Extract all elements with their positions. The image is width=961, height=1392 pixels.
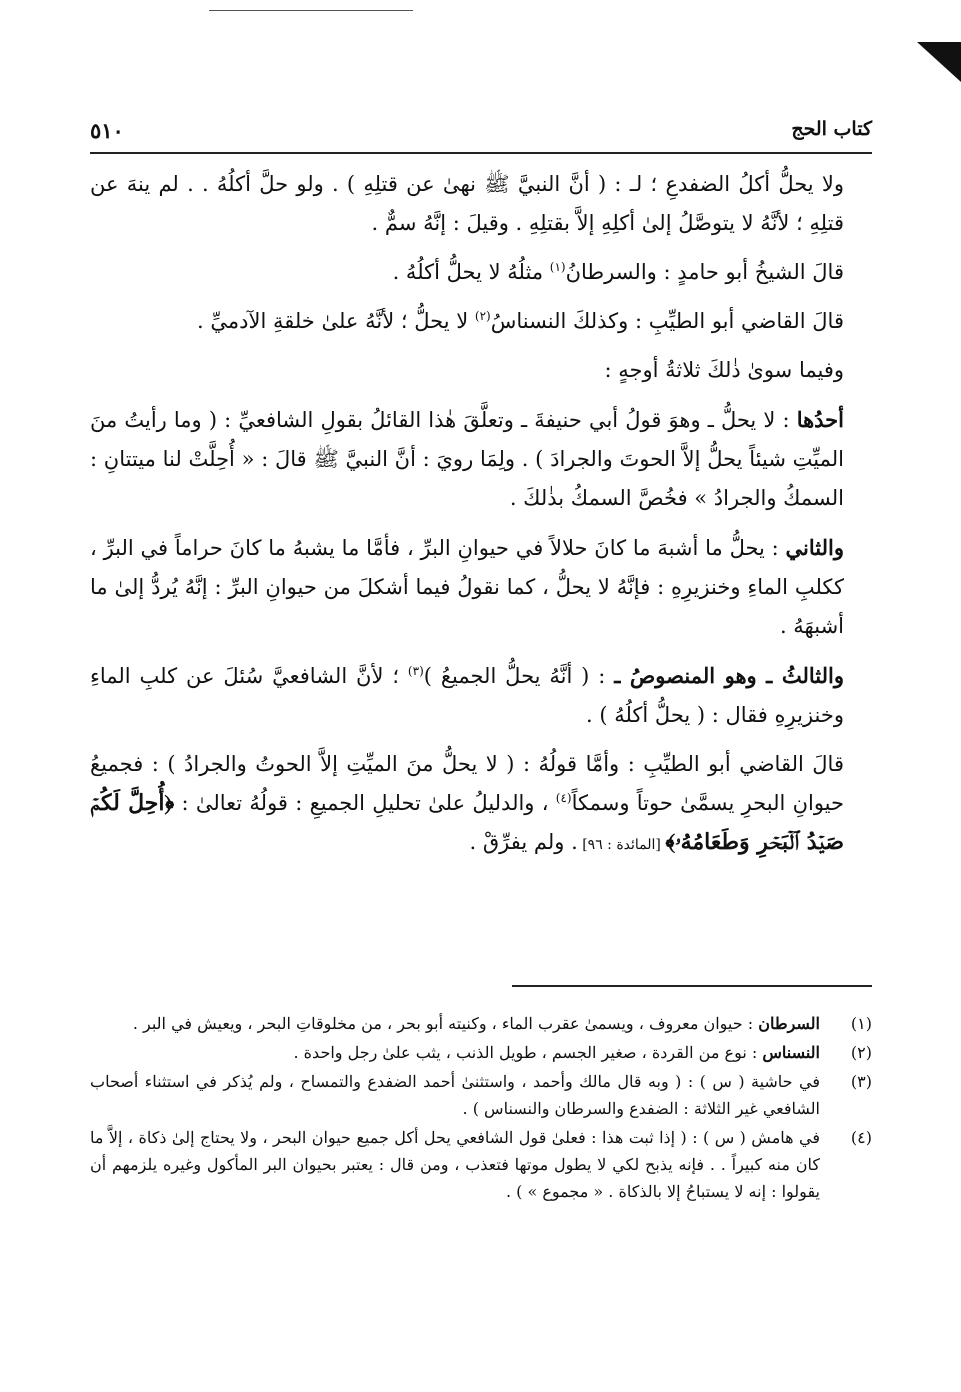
footnote-separator [512,985,872,987]
paragraph-text: : يحلُّ ما أشبهَ ما كانَ حلالاً في حيوانِ البرِّ ، فأمَّا ما يشبهُ ما كانَ حراماً في البرِّ ، ككلبِ الماءِ وخنزيرِهِ : فإنَّهُ لا يحلُّ ، كما نقولُ فيما أشكلَ من حيوانِ البرِّ : إنَّهُ يُردُّ إلىٰ ما أشبهَهُ . [90,536,845,638]
paragraph [90,400,872,518]
footnote-ref: (١) [549,260,566,274]
footnote-text [90,1068,820,1122]
main-text [90,165,872,875]
footnote-body: : نوع من القردة ، صغير الجسم ، طويل الذنب ، يثب علىٰ رجل واحدة . [293,1043,763,1062]
footnote-term: السرطان [758,1014,820,1033]
footnote-body: في حاشية ( س ) : ( وبه قال مالك وأحمد ، واستثنىٰ أحمد الضفدع والتمساح ، ولم يُذكر في استثناء أصحاب الشافعي غير الثلاثة : الضفدع والسرطان والنسناس ) . [90,1072,821,1118]
page-number: ٥١٠ [90,118,124,143]
paragraph [90,528,872,646]
paragraph-text: مثلُهُ لا يحلُّ أكلُهُ . [392,260,550,284]
running-title: كتاب الحج [791,118,872,140]
footnote [90,1010,872,1037]
paragraph [90,253,872,292]
paragraph-heading: والثالثُ ـ وهو المنصوصُ ـ [614,663,844,688]
paragraph-text: : لا يحلُّ ـ وهوَ قولُ أبي حنيفةَ ـ وتعلَّقَ هٰذا القائلُ بقولِ الشافعيِّ : ( وما رأيتُ منَ الميِّتِ شيئاً يحلُّ إلاَّ الحوتَ والجرادَ ) . ولِمَا رويَ : أنَّ النبيَّ ﷺ قالَ : « أُحِلَّتْ لنا ميتتانِ : السمكُ والجرادُ » فخُصَّ السمكُ بذٰلكَ . [90,408,844,510]
footnote-number: (٣) [850,1072,872,1091]
footnote-term: النسناس [762,1043,820,1062]
paragraph-text: وفيما سوىٰ ذٰلكَ ثلاثةُ أوجهٍ : [604,358,844,382]
paragraph [90,351,872,390]
footnote [90,1039,872,1066]
paragraph-text: لا يحلُّ ؛ لأنَّهُ علىٰ خلقةِ الآدميِّ . [197,309,475,333]
quran-verse: ﴿أُحِلَّ لَكُمۡ صَيۡدُ ٱلۡبَحۡرِ وَطَعَامُهُۥ﴾ [90,790,844,855]
verse-reference: [المائدة : ٩٦] [577,837,666,853]
paragraph-text: : ( أنَّهُ يحلُّ الجميعُ ) [423,664,615,688]
paragraph [90,165,872,243]
footnote-body: : حيوان معروف ، ويسمىٰ عقرب الماء ، وكنيته أبو بحر ، من مخلوقاتِ البحر ، ويعيش في البر . [132,1014,759,1033]
paragraph-text: ولا يحلُّ أكلُ الضفدعِ ؛ لـ : ( أنَّ النبيَّ ﷺ نهىٰ عن قتلِهِ ) . ولو حلَّ أكلُهُ . . لم ينهَ عن قتلِهِ ؛ لأنَّهُ لا يتوصَّلُ إلىٰ أكلِهِ إلاَّ بقتلِهِ . وقيلَ : إنَّهُ سمٌّ . [90,172,844,235]
footnote [90,1068,872,1122]
top-decorative-rule [209,10,413,11]
footnote [90,1124,872,1205]
footnote-number: (١) [850,1014,872,1033]
footnote-ref: (٢) [474,309,491,323]
paragraph [90,302,872,341]
page-header [90,112,872,154]
footnote-ref: (٣) [407,664,424,678]
footnote-text [90,1039,820,1066]
paragraph-text: ؛ لأنَّ الشافعيَّ سُئلَ عن كلبِ الماءِ وخنزيرِهِ فقال : ( يحلُّ أكلُهُ ) . [90,664,844,727]
paragraph [90,656,872,735]
footnote-ref: (٤) [555,791,572,805]
footnote-text [90,1124,820,1205]
paragraph-text: قالَ القاضي أبو الطيِّبِ : وأمَّا قولُهُ : ( لا يحلُّ منَ الميِّتِ إلاَّ الحوتُ والجرادُ ) : فجميعُ حيوانِ البحرِ يسمَّىٰ حوتاً وسمكاً [90,752,844,815]
footnote-number: (٢) [850,1043,872,1062]
footnote-number: (٤) [850,1128,872,1147]
paragraph-text: . ولم يفرِّقْ . [469,830,578,854]
footnote-body: في هامش ( س ) : ( إذا ثبت هذا : فعلىٰ قول الشافعي يحل أكل جميع حيوان البحر ، ولا يحتاج إلىٰ ذكاة ، إلاَّ ما كان منه كبيراً . . فإنه يذبح لكي لا يطول موتها فتعذب ، ومن قال : يعتبر بحيوان البر المأكول وغيره يلزمهم أن يقولوا : إنه لا يستباحُ إلا بالذكاة . « مجموع » ) . [90,1128,821,1201]
paragraph [90,745,872,865]
paragraph-heading: والثاني [785,535,844,560]
footnotes [90,1010,872,1207]
paragraph-heading: أحدُها [796,407,844,432]
paragraph-text: ، والدليلُ علىٰ تحليلِ الجميعِ : قولُهُ تعالىٰ : [174,791,556,815]
paragraph-text: قالَ القاضي أبو الطيِّبِ : وكذلكَ النسناسُ [490,309,844,333]
paragraph-text: قالَ الشيخُ أبو حامدٍ : والسرطانُ [565,260,844,284]
page-corner-mark [917,42,961,82]
footnote-text [90,1010,820,1037]
